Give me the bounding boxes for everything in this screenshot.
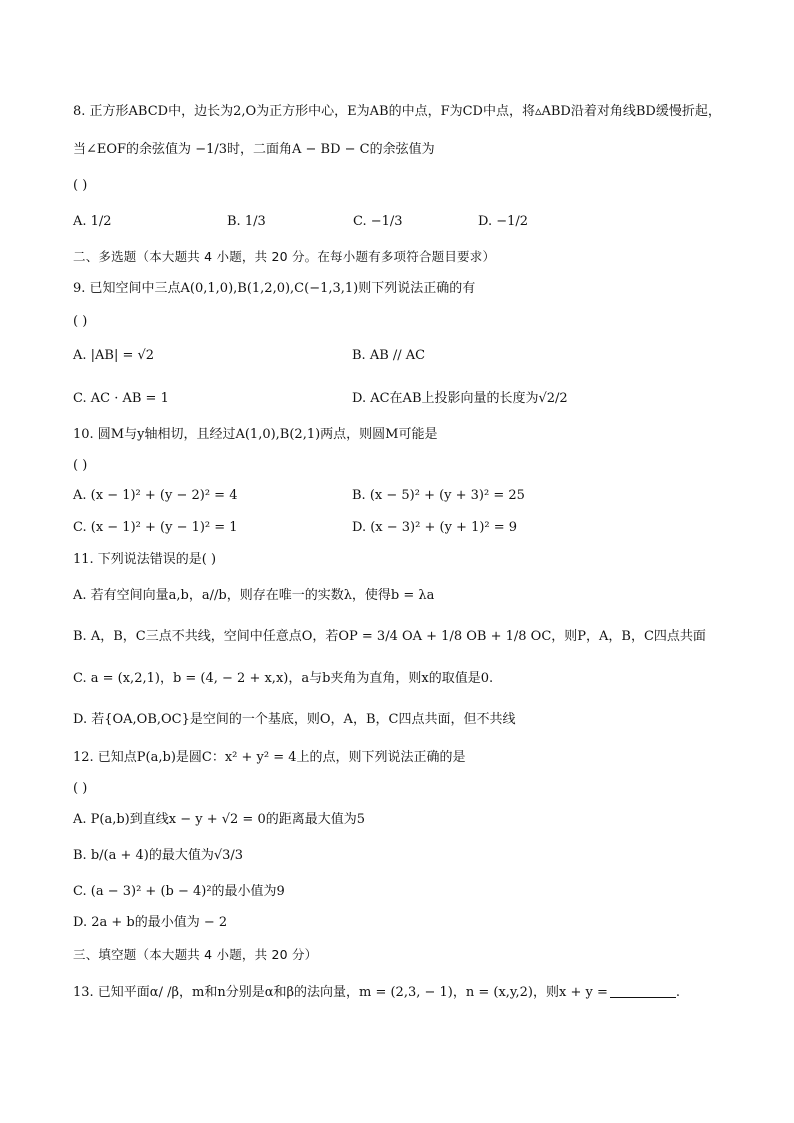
q8-option-c[interactable]: C. −1/3 bbox=[353, 214, 403, 229]
q8-option-a[interactable]: A. 1/2 bbox=[73, 214, 112, 229]
q8-option-b[interactable]: B. 1/3 bbox=[227, 214, 266, 229]
q13-answer-blank[interactable] bbox=[610, 983, 676, 998]
q12-option-d[interactable]: D. 2a + b的最小值为 − 2 bbox=[73, 915, 228, 930]
q11-option-a[interactable]: A. 若有空间向量a,b，a//b，则存在唯一的实数λ，使得b = λa bbox=[73, 588, 435, 603]
q12-option-c[interactable]: C. (a − 3)² + (b − 4)²的最小值为9 bbox=[73, 884, 285, 899]
q10-option-d[interactable]: D. (x − 3)² + (y + 1)² = 9 bbox=[352, 520, 518, 535]
q10-option-a[interactable]: A. (x − 1)² + (y − 2)² = 4 bbox=[73, 488, 238, 503]
q12-answer-paren: ( ) bbox=[73, 781, 88, 796]
q9-answer-paren: ( ) bbox=[73, 314, 88, 329]
q8-answer-paren: ( ) bbox=[73, 178, 88, 193]
q10-option-b[interactable]: B. (x − 5)² + (y + 3)² = 25 bbox=[352, 488, 525, 503]
q10-option-c[interactable]: C. (x − 1)² + (y − 1)² = 1 bbox=[73, 520, 238, 535]
section-multiple-choice-heading: 二、多选题（本大题共 4 小题，共 20 分。在每小题有多项符合题目要求） bbox=[73, 249, 496, 264]
q9-stem: 9. 已知空间中三点A(0,1,0),B(1,2,0),C(−1,3,1)则下列说法正确的有 bbox=[73, 281, 476, 296]
q11-stem: 11. 下列说法错误的是( ) bbox=[73, 552, 217, 567]
q12-option-a[interactable]: A. P(a,b)到直线x − y + √2 = 0的距离最大值为5 bbox=[73, 812, 365, 827]
q11-option-c[interactable]: C. a = (x,2,1)，b = (4, − 2 + x,x)，a与b夹角为直角，则x的取值是0. bbox=[73, 671, 494, 686]
q13-line bbox=[73, 983, 680, 1003]
q10-stem: 10. 圆M与y轴相切，且经过A(1,0),B(2,1)两点，则圆M可能是 bbox=[73, 427, 438, 442]
q9-option-a[interactable]: A. |AB| = √2 bbox=[73, 348, 155, 363]
q9-option-c[interactable]: C. AC · AB = 1 bbox=[73, 391, 169, 406]
section-fill-in-heading: 三、填空题（本大题共 4 小题，共 20 分） bbox=[73, 947, 318, 962]
q8-stem-line1: 8. 正方形ABCD中，边长为2,O为正方形中心，E为AB的中点，F为CD中点，将▵ABD沿着对角线BD缓慢折起， bbox=[73, 104, 721, 119]
q9-option-b[interactable]: B. AB // AC bbox=[352, 348, 426, 363]
q12-stem: 12. 已知点P(a,b)是圆C：x² + y² = 4上的点，则下列说法正确的是 bbox=[73, 750, 466, 765]
q12-option-b[interactable]: B. b/(a + 4)的最大值为√3/3 bbox=[73, 848, 244, 863]
q10-answer-paren: ( ) bbox=[73, 458, 88, 473]
q9-option-d[interactable]: D. AC在AB上投影向量的长度为√2/2 bbox=[352, 391, 568, 406]
q13-period: . bbox=[675, 985, 681, 1000]
q11-option-d[interactable]: D. 若{OA,OB,OC}是空间的一个基底，则O，A，B，C四点共面，但不共线 bbox=[73, 712, 516, 727]
q11-option-b[interactable]: B. A，B，C三点不共线，空间中任意点O，若OP = 3/4 OA + 1/8 OB + 1/8 OC，则P，A，B，C四点共面 bbox=[73, 629, 706, 644]
q8-stem-line2: 当∠EOF的余弦值为 −1/3时，二面角A − BD − C的余弦值为 bbox=[73, 142, 435, 157]
q13-stem: 13. 已知平面α/ /β，m和n分别是α和β的法向量，m = (2,3, − 1)，n = (x,y,2)，则x + y = bbox=[73, 985, 608, 1000]
q8-option-d[interactable]: D. −1/2 bbox=[478, 214, 529, 229]
